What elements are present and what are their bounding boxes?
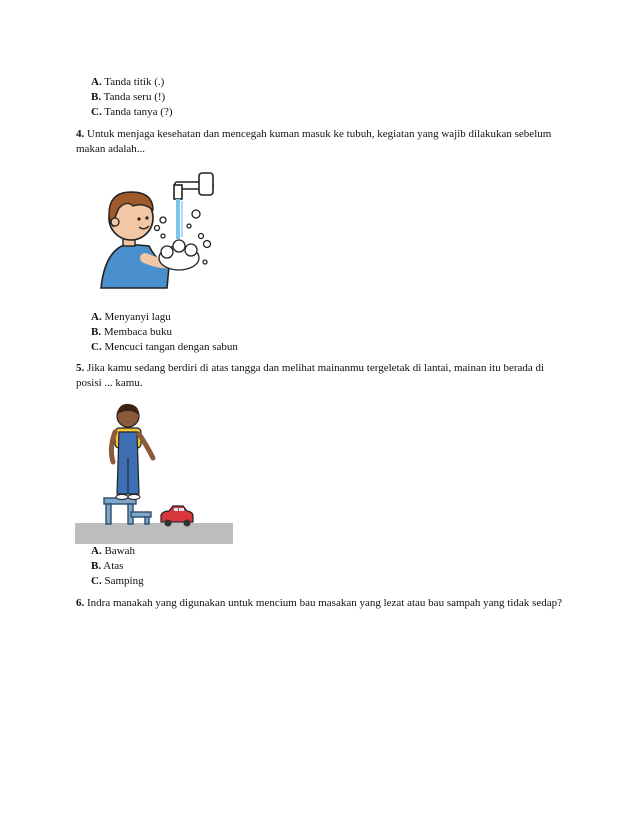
floor bbox=[75, 523, 233, 544]
stool-and-toy-illustration bbox=[75, 402, 233, 544]
q4-option-a[interactable]: A. Menyanyi lagu bbox=[91, 311, 171, 323]
q3-option-b[interactable]: B. Tanda seru (!) bbox=[91, 91, 166, 103]
q4-question: 4. Untuk menjaga kesehatan dan mencegah kuman masuk ke tubuh, kegiatan yang wajib dilakukan sebelum makan adalah... bbox=[76, 128, 552, 155]
step-stool bbox=[104, 498, 151, 524]
q5-question: 5. Jika kamu sedang berdiri di atas tangga dan melihat mainanmu tergeletak di lantai, mainan itu berada di posisi ... kamu. bbox=[76, 362, 545, 389]
q4-option-c[interactable]: C. Mencuci tangan dengan sabun bbox=[91, 341, 238, 353]
q5-option-c[interactable]: C. Samping bbox=[91, 575, 144, 587]
q4-option-b[interactable]: B. Membaca buku bbox=[91, 326, 172, 338]
q5-option-a[interactable]: A. Bawah bbox=[91, 545, 135, 557]
q6-question: 6. Indra manakah yang digunakan untuk mencium bau masakan yang lezat atau bau sampah yang tidak sedap? bbox=[76, 597, 562, 609]
q3-option-c[interactable]: C. Tanda tanya (?) bbox=[91, 106, 173, 118]
q3-option-a[interactable]: A. Tanda titik (.) bbox=[91, 76, 165, 88]
boy bbox=[111, 404, 153, 500]
q5-option-b[interactable]: B. Atas bbox=[91, 560, 124, 572]
handwashing-illustration bbox=[97, 170, 222, 290]
